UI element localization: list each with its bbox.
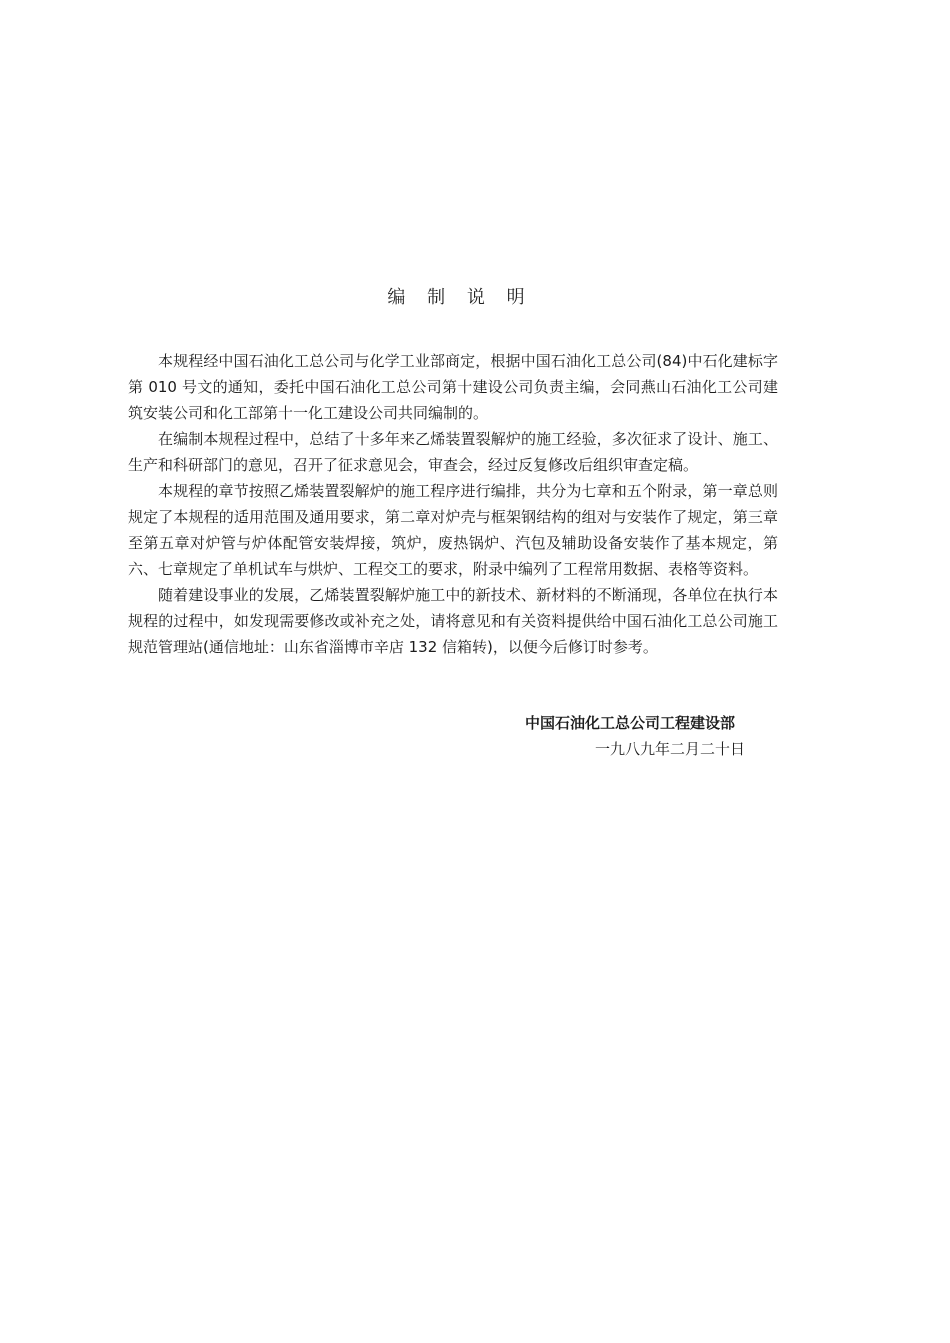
paragraph-4: 随着建设事业的发展，乙烯装置裂解炉施工中的新技术、新材料的不断涌现，各单位在执行本规程的过程中，如发现需要修改或补充之处，请将意见和有关资料提供给中国石油化工总公司施工规范管理站(通信地址：山东省淄博市辛店 132 信箱转)，以便今后修订时参考。 xyxy=(128,586,778,656)
paragraph-1: 本规程经中国石油化工总公司与化学工业部商定，根据中国石油化工总公司(84)中石化建标字第 010 号文的通知，委托中国石油化工总公司第十建设公司负责主编，会同燕山石油化工公司建筑安装公司和化工部第十一化工建设公司共同编制的。 xyxy=(128,352,778,422)
signature-organization: 中国石油化工总公司工程建设部 xyxy=(525,714,736,732)
paragraph-2: 在编制本规程过程中，总结了十多年来乙烯装置裂解炉的施工经验，多次征求了设计、施工、生产和科研部门的意见，召开了征求意见会，审查会，经过反复修改后组织审查定稿。 xyxy=(128,430,778,474)
signature-block xyxy=(525,710,805,762)
document-title: 编 制 说 明 xyxy=(387,287,533,308)
document-body xyxy=(128,348,778,660)
paragraph-3: 本规程的章节按照乙烯装置裂解炉的施工程序进行编排，共分为七章和五个附录，第一章总则规定了本规程的适用范围及通用要求，第二章对炉壳与框架钢结构的组对与安装作了规定，第三章至第五章对炉管与炉体配管安装焊接，筑炉，废热锅炉、汽包及辅助设备安装作了基本规定，第六、七章规定了单机试车与烘炉、工程交工的要求，附录中编列了工程常用数据、表格等资料。 xyxy=(128,482,778,578)
signature-date: 一九八九年二月二十日 xyxy=(595,740,746,758)
